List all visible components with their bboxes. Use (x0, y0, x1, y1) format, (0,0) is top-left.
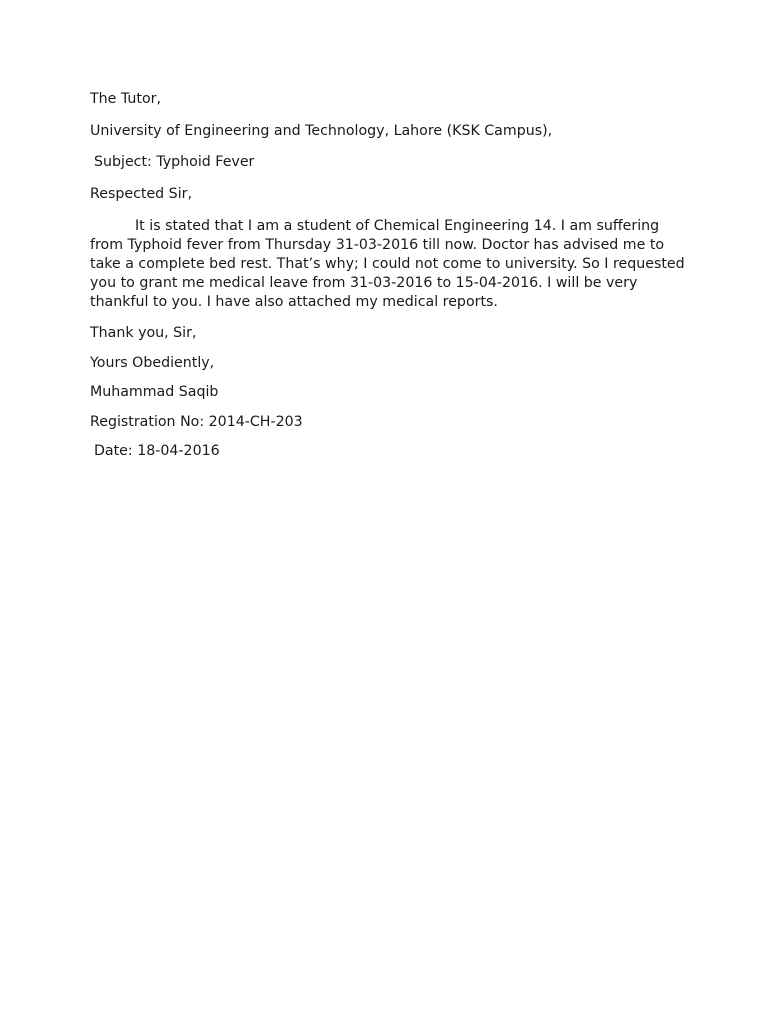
recipient-line: The Tutor, (90, 91, 161, 107)
body-paragraph (90, 217, 685, 312)
body-line: take a complete bed rest. That’s why; I could not come to university. So I requested (90, 256, 685, 272)
subject-line: Subject: Typhoid Fever (94, 154, 255, 170)
registration-line: Registration No: 2014-CH-203 (90, 414, 303, 430)
body-line: from Typhoid fever from Thursday 31-03-2016 till now. Doctor has advised me to (90, 237, 665, 253)
signature-name: Muhammad Saqib (90, 384, 219, 400)
date-line: Date: 18-04-2016 (94, 443, 220, 459)
body-line: thankful to you. I have also attached my medical reports. (90, 294, 498, 310)
body-line: you to grant me medical leave from 31-03-2016 to 15-04-2016. I will be very (90, 275, 638, 291)
body-line: It is stated that I am a student of Chemical Engineering 14. I am suffering (135, 218, 660, 234)
salutation-line: Respected Sir, (90, 186, 192, 202)
closing-line: Yours Obediently, (90, 355, 215, 371)
letter (90, 90, 685, 461)
institution-line: University of Engineering and Technology, Lahore (KSK Campus), (90, 123, 553, 139)
thanks-line: Thank you, Sir, (90, 325, 197, 341)
